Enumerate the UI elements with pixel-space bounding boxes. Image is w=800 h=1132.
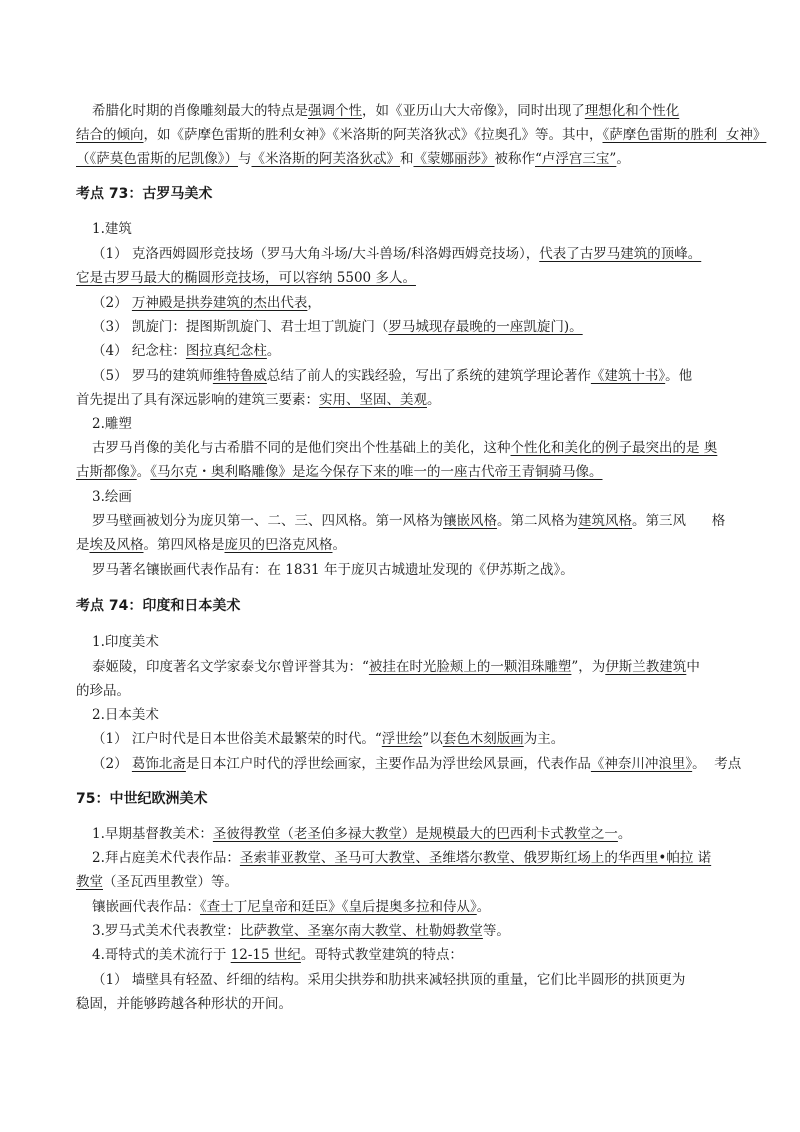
text: 。第三风 格 (632, 513, 726, 529)
text: 。 (266, 343, 281, 359)
medieval-line-2-cont (76, 871, 238, 893)
medieval-line-4 (92, 944, 463, 966)
text: （2） (92, 756, 132, 772)
sculpture-line-1 (92, 437, 717, 459)
sculpture-line-2 (76, 461, 603, 483)
india-line-2: 的珍品。 (76, 683, 130, 699)
underlined-text: （《萨莫色雷斯的尼凯像》） (76, 151, 238, 167)
subheading-painting: 3.绘画 (92, 489, 132, 505)
text: 。 考点 (692, 756, 742, 772)
underlined-text: 理想化和个性化 (584, 103, 680, 119)
text: 1.早期基督教美术： (92, 826, 213, 842)
underlined-text: 套色木刻版画 (442, 731, 524, 747)
painting-line-3: 罗马著名镶嵌画代表作品有：在 1831 年于庞贝古城遗址发现的《伊苏斯之战》。 (92, 562, 574, 578)
underlined-text: 镶嵌风格 (443, 513, 497, 529)
painting-line-2 (76, 534, 346, 556)
text: 。第二风格为 (497, 513, 578, 529)
item-pantheon (92, 292, 321, 314)
japan-line-1 (92, 728, 564, 750)
underlined-text: 《萨摩色雷斯的胜利 女神》 (602, 127, 767, 143)
underlined-text: 埃及风格 (89, 537, 144, 553)
text: 等。 (482, 923, 510, 939)
underlined-text: 《米洛斯的阿芙洛狄忒》 (251, 151, 400, 167)
text: 。 (616, 151, 630, 167)
text: 。哥特式教堂建筑的特点： (300, 947, 463, 963)
text: 镶嵌画代表作品： (92, 899, 200, 915)
underlined-text: 建筑风格 (578, 513, 632, 529)
item-arches (92, 316, 583, 338)
medieval-line-5: （1） 墙壁具有轻盈、纤细的结构。采用尖拱券和肋拱来减轻拱顶的重量，它们比半圆形的拱顶更为 (92, 972, 686, 988)
text: 中 (686, 659, 700, 675)
text: （4） 纪念柱： (92, 343, 186, 359)
text: 被称作 (494, 151, 535, 167)
item-colosseum-cont (76, 267, 416, 289)
text: 是 (76, 537, 90, 553)
text: 泰姬陵，印度著名文学家泰戈尔曾评誉其为：“ (92, 659, 369, 675)
subheading-architecture: 1.建筑 (92, 221, 132, 237)
underlined-text: 被挂在时光脸颊上的一颗泪珠雕塑 (368, 659, 572, 675)
underlined-text: 教堂 (76, 874, 103, 890)
text: 首先提出了具有深远影响的建筑三要素： (76, 392, 319, 408)
text: 。 (136, 464, 151, 480)
text: 为主。 (523, 731, 565, 747)
section-heading-75: 75：中世纪欧洲美术 (76, 791, 208, 807)
text: 和 (400, 151, 414, 167)
text: 与 (238, 151, 252, 167)
text: 古罗马肖像的美化与古希腊不同的是他们突出个性基础上的美化，这种 (92, 440, 511, 456)
text: ”以 (422, 731, 443, 747)
underlined-text: 古斯都像》 (76, 464, 137, 480)
medieval-line-3 (92, 920, 510, 942)
text: 3.罗马式美术代表教堂： (92, 923, 240, 939)
item-vitruvius-cont (76, 389, 441, 411)
item-vitruvius (92, 365, 692, 387)
section-heading-74: 考点 74：印度和日本美术 (76, 598, 241, 614)
underlined-text: 实用、坚固、美观 (319, 392, 427, 408)
underlined-text: 庞贝的巴洛克风格 (224, 537, 333, 553)
text: （圣瓦西里教堂）等。 (103, 874, 238, 890)
underlined-text: 罗马城现存最晚的一座凯旋门)。 (388, 319, 583, 335)
underlined-text: 《神奈川冲浪里》 (590, 756, 693, 772)
text: （1） 克洛西姆圆形竞技场（罗马大角斗场/大斗兽场/科洛姆西姆竞技场）， (92, 246, 540, 262)
india-line-1 (92, 656, 700, 678)
underlined-text: 伊斯兰教建筑 (605, 659, 687, 675)
text: 。第四风格是 (143, 537, 225, 553)
underlined-text: 它是古罗马最大的椭圆形竞技场，可以容纳 5500 多人。 (76, 270, 416, 286)
japan-line-2 (92, 753, 741, 775)
underlined-text: 个性化和美化的例子最突出的是 奥 (510, 440, 718, 456)
underlined-text: 浮世绘 (381, 731, 423, 747)
text: （1） 江户时代是日本世俗美术最繁荣的时代。“ (92, 731, 382, 747)
underlined-text: 维特鲁威 (212, 368, 267, 384)
text: ，如《亚历山大大帝像》，同时出现了 (362, 103, 585, 119)
underlined-text: 《马尔克・奥利略雕像》是迄今保存下来的唯一的一座古代帝王青铜骑马像。 (150, 464, 603, 480)
intro-line-3 (76, 148, 630, 170)
item-column (92, 340, 280, 362)
underlined-text: “卢浮宫三宝” (535, 151, 617, 167)
medieval-line-2 (92, 847, 711, 869)
subheading-india: 1.印度美术 (92, 634, 159, 650)
underlined-text: 《查士丁尼皇帝和廷臣》《皇后提奥多拉和侍从》 (200, 899, 477, 915)
underlined-text: 葛饰北斋 (131, 756, 186, 772)
intro-line-2 (76, 124, 766, 146)
text: 罗马壁画被划分为庞贝第一、二、三、四风格。第一风格为 (92, 513, 443, 529)
subheading-japan: 2.日本美术 (92, 707, 159, 723)
text: 。他 (665, 368, 693, 384)
text: （3） 凯旋门：提图斯凯旋门、君士坦丁凯旋门（ (92, 319, 389, 335)
underlined-text: 《建筑十书》 (590, 368, 666, 384)
text: （2） (92, 295, 132, 311)
underlined-text: 图拉真纪念柱 (185, 343, 267, 359)
text: 2.拜占庭美术代表作品： (92, 850, 240, 866)
text: ，如《萨摩色雷斯的胜利女神》《米洛斯的阿芙洛狄忒》《拉奥孔》等。其中， (143, 127, 603, 143)
text: ， (307, 295, 321, 311)
medieval-mosaic-line (92, 896, 490, 918)
text: （5） 罗马的建筑师 (92, 368, 213, 384)
medieval-line-1 (92, 823, 631, 845)
underlined-text: 12-15 世纪 (230, 947, 301, 963)
item-colosseum (92, 243, 701, 265)
text: 总结了前人的实践经验，写出了系统的建筑学理论著作 (266, 368, 591, 384)
underlined-text: 强调个性 (308, 103, 362, 119)
text: 。 (332, 537, 346, 553)
underlined-text: 圣索菲亚教堂、圣马可大教堂、圣维塔尔教堂、俄罗斯红场上的华西里•帕拉 诺 (239, 850, 712, 866)
underlined-text: 比萨教堂、圣塞尔南大教堂、杜勒姆教堂 (239, 923, 483, 939)
intro-line-1 (92, 100, 679, 122)
underlined-text: 结合的倾向 (76, 127, 144, 143)
section-heading-73: 考点 73：古罗马美术 (76, 186, 213, 202)
text: 。 (617, 826, 632, 842)
text: 希腊化时期的肖像雕刻最大的特点是 (92, 103, 308, 119)
underlined-text: 圣彼得教堂（老圣伯多禄大教堂）是规模最大的巴西利卡式教堂之一 (212, 826, 618, 842)
subheading-sculpture: 2.雕塑 (92, 416, 132, 432)
text: ”，为 (571, 659, 606, 675)
text: 4.哥特式的美术流行于 (92, 947, 231, 963)
text: 。 (427, 392, 441, 408)
text: 。 (476, 899, 491, 915)
underlined-text: 《蒙娜丽莎》 (413, 151, 495, 167)
painting-line-1 (92, 510, 725, 532)
text: 是日本江户时代的浮世绘画家，主要作品为浮世绘风景画，代表作品 (185, 756, 591, 772)
underlined-text: 万神殿是拱券建筑的杰出代表 (131, 295, 308, 311)
underlined-text: 代表了古罗马建筑的顶峰。 (539, 246, 702, 262)
medieval-line-5-cont: 稳固，并能够跨越各种形状的开间。 (76, 996, 292, 1012)
